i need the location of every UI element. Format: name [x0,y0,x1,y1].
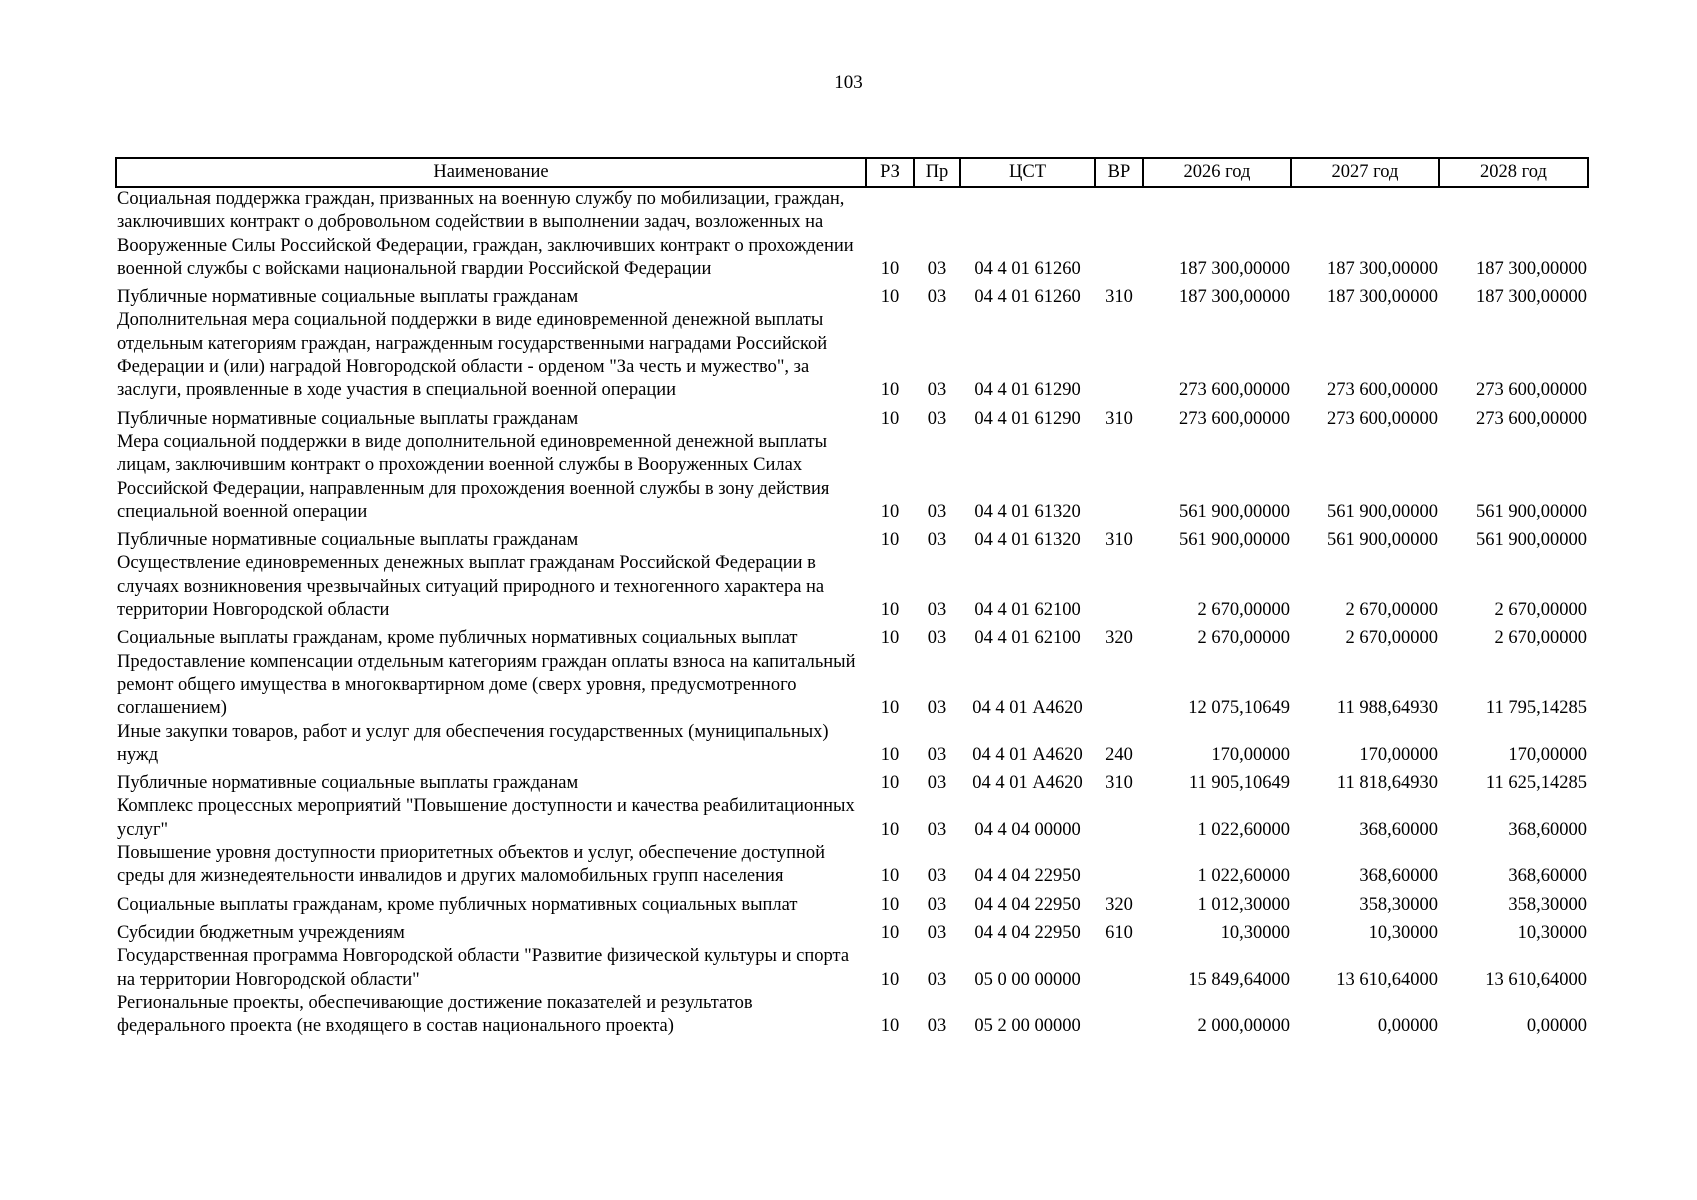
cell-name: Иные закупки товаров, работ и услуг для обеспечения государственных (муниципальных) нужд [117,721,829,765]
cell-name: Социальные выплаты гражданам, кроме публичных нормативных социальных выплат [117,894,798,915]
table-row [116,281,1588,309]
header-name: Наименование [116,158,866,187]
cell-rz: 10 [880,380,900,401]
cell-name: Публичные нормативные социальные выплаты гражданам [117,530,579,551]
cell-2026: 561 900,00000 [1179,530,1290,551]
table-row [116,842,1588,889]
cell-2026: 2 670,00000 [1197,600,1290,621]
cell-pr: 03 [927,501,947,522]
cell-rz: 10 [880,600,900,621]
cell-2028: 11 795,14285 [1485,698,1587,719]
header-pr: Пр [914,158,960,187]
cell-2028: 273 600,00000 [1476,408,1587,429]
cell-rz: 10 [880,287,900,308]
cell-vr [1095,945,1143,992]
cell-name: Мера социальной поддержки в виде дополнительной единовременной денежной выплаты лицам, заключившим контракт о прохождении военной службы в Вооруженных Силах Российской Федерации, направленным для прохождения военной службы в зону действия специальной военной операции [117,431,830,522]
cell-2027: 2 670,00000 [1345,600,1438,621]
cell-cst: 04 4 01 А4620 [972,773,1083,794]
cell-2028: 0,00000 [1526,1016,1587,1037]
cell-2026: 15 849,64000 [1188,969,1290,990]
header-cst: ЦСТ [960,158,1095,187]
cell-cst: 04 4 01 61320 [974,501,1081,522]
cell-pr: 03 [927,894,947,915]
cell-2027: 13 610,64000 [1336,969,1438,990]
cell-2028: 273 600,00000 [1476,380,1587,401]
cell-vr [1095,309,1143,402]
cell-vr [1095,552,1143,622]
cell-2027: 368,60000 [1359,866,1438,887]
cell-2026: 12 075,10649 [1188,698,1290,719]
cell-vr: 310 [1105,530,1133,551]
cell-rz: 10 [880,969,900,990]
header-rz: РЗ [866,158,914,187]
cell-2026: 187 300,00000 [1179,258,1290,279]
cell-pr: 03 [927,380,947,401]
cell-2026: 187 300,00000 [1179,287,1290,308]
cell-vr: 310 [1105,287,1133,308]
cell-2028: 561 900,00000 [1476,530,1587,551]
cell-rz: 10 [880,628,900,649]
cell-cst: 04 4 01 62100 [974,628,1081,649]
cell-2027: 187 300,00000 [1327,287,1438,308]
table-row [116,403,1588,431]
cell-cst: 05 2 00 00000 [974,1016,1081,1037]
cell-rz: 10 [880,922,900,943]
cell-2027: 273 600,00000 [1327,408,1438,429]
cell-2027: 0,00000 [1377,1016,1438,1037]
cell-2027: 273 600,00000 [1327,380,1438,401]
cell-2028: 187 300,00000 [1476,287,1587,308]
cell-2027: 358,30000 [1359,894,1438,915]
cell-pr: 03 [927,773,947,794]
cell-rz: 10 [880,894,900,915]
cell-2026: 10,30000 [1220,922,1290,943]
cell-cst: 04 4 04 22950 [974,922,1081,943]
cell-cst: 04 4 01 А4620 [972,698,1083,719]
cell-2028: 187 300,00000 [1476,258,1587,279]
cell-pr: 03 [927,408,947,429]
cell-pr: 03 [927,530,947,551]
cell-pr: 03 [927,922,947,943]
cell-vr: 310 [1105,773,1133,794]
cell-cst: 04 4 04 22950 [974,866,1081,887]
cell-2026: 2 670,00000 [1197,628,1290,649]
cell-2028: 358,30000 [1508,894,1587,915]
cell-name: Публичные нормативные социальные выплаты гражданам [117,408,579,429]
cell-2028: 2 670,00000 [1494,628,1587,649]
cell-vr: 610 [1105,922,1133,943]
cell-pr: 03 [927,600,947,621]
cell-2028: 561 900,00000 [1476,501,1587,522]
cell-cst: 04 4 01 А4620 [972,744,1083,765]
cell-vr: 240 [1105,744,1133,765]
cell-rz: 10 [880,698,900,719]
cell-cst: 04 4 01 61260 [974,287,1081,308]
cell-cst: 05 0 00 00000 [974,969,1081,990]
cell-pr: 03 [927,258,947,279]
budget-table [115,157,1589,1038]
cell-2027: 11 988,64930 [1336,698,1438,719]
cell-2028: 10,30000 [1517,922,1587,943]
table-row [116,945,1588,992]
cell-vr: 310 [1105,408,1133,429]
cell-name: Субсидии бюджетным учреждениям [117,922,405,943]
table-row [116,309,1588,402]
cell-name: Публичные нормативные социальные выплаты гражданам [117,287,579,308]
cell-2028: 368,60000 [1508,866,1587,887]
table-row [116,431,1588,524]
table-row [116,917,1588,945]
header-vr: ВР [1095,158,1143,187]
cell-name: Публичные нормативные социальные выплаты гражданам [117,773,579,794]
cell-pr: 03 [927,628,947,649]
cell-pr: 03 [927,819,947,840]
cell-rz: 10 [880,530,900,551]
cell-2026: 1 022,60000 [1197,819,1290,840]
cell-vr [1095,992,1143,1039]
cell-cst: 04 4 01 61320 [974,530,1081,551]
cell-2026: 11 905,10649 [1188,773,1290,794]
cell-cst: 04 4 04 00000 [974,819,1081,840]
table-body [116,187,1588,1038]
cell-pr: 03 [927,698,947,719]
cell-vr [1095,431,1143,524]
cell-2027: 2 670,00000 [1345,628,1438,649]
cell-2026: 2 000,00000 [1197,1016,1290,1037]
cell-cst: 04 4 01 61260 [974,258,1081,279]
cell-2026: 170,00000 [1211,744,1290,765]
cell-pr: 03 [927,969,947,990]
header-2027: 2027 год [1291,158,1439,187]
cell-2027: 10,30000 [1368,922,1438,943]
cell-rz: 10 [880,819,900,840]
table-row [116,651,1588,721]
cell-cst: 04 4 04 22950 [974,894,1081,915]
cell-2026: 1 022,60000 [1197,866,1290,887]
cell-rz: 10 [880,744,900,765]
header-2028: 2028 год [1439,158,1588,187]
cell-name: Дополнительная мера социальной поддержки в виде единовременной денежной выплаты отдельным категориям граждан, награжденным государственными наградами Российской Федерации и (или) наградой Новгородской области - орденом "За честь и мужество", за заслуги, проявленные в ходе участия в специальной военной операции [117,310,828,401]
cell-vr: 320 [1105,894,1133,915]
cell-name: Региональные проекты, обеспечивающие достижение показателей и результатов федерального проекта (не входящего в состав национального проекта) [117,992,753,1037]
table-header [116,158,1588,187]
cell-pr: 03 [927,866,947,887]
cell-vr [1095,795,1143,842]
cell-cst: 04 4 01 62100 [974,600,1081,621]
cell-2027: 561 900,00000 [1327,530,1438,551]
cell-vr [1095,842,1143,889]
cell-2027: 11 818,64930 [1336,773,1438,794]
cell-rz: 10 [880,258,900,279]
table-row [116,622,1588,650]
cell-pr: 03 [927,287,947,308]
cell-2027: 368,60000 [1359,819,1438,840]
cell-pr: 03 [927,1016,947,1037]
header-row [116,158,1588,187]
table-row [116,889,1588,917]
table-row [116,767,1588,795]
cell-name: Социальная поддержка граждан, призванных на военную службу по мобилизации, граждан, заключивших контракт о добровольном содействии в выполнении задач, возложенных на Вооруженные Силы Российской Федерации, граждан, заключивших контракт о прохождении военной службы с войсками национальной гвардии Российской Федерации [117,189,854,279]
cell-vr [1095,187,1143,281]
cell-pr: 03 [927,744,947,765]
cell-2028: 13 610,64000 [1485,969,1587,990]
cell-name: Социальные выплаты гражданам, кроме публичных нормативных социальных выплат [117,628,798,649]
cell-2026: 273 600,00000 [1179,380,1290,401]
cell-name: Комплекс процессных мероприятий "Повышение доступности и качества реабилитационных услуг" [117,796,855,840]
page-number: 103 [834,72,863,93]
cell-2028: 170,00000 [1508,744,1587,765]
cell-2027: 561 900,00000 [1327,501,1438,522]
cell-2026: 1 012,30000 [1197,894,1290,915]
cell-2028: 2 670,00000 [1494,600,1587,621]
cell-2027: 187 300,00000 [1327,258,1438,279]
cell-rz: 10 [880,773,900,794]
table-row [116,187,1588,281]
cell-rz: 10 [880,408,900,429]
cell-name: Предоставление компенсации отдельным категориям граждан оплаты взноса на капитальный ремонт общего имущества в многоквартирном доме (сверх уровня, предусмотренного соглашением) [117,651,856,719]
cell-2027: 170,00000 [1359,744,1438,765]
cell-2026: 561 900,00000 [1179,501,1290,522]
cell-2028: 368,60000 [1508,819,1587,840]
cell-vr [1095,651,1143,721]
cell-rz: 10 [880,1016,900,1037]
cell-name: Осуществление единовременных денежных выплат гражданам Российской Федерации в случаях возникновения чрезвычайных ситуаций природного и техногенного характера на территории Новгородской области [117,553,825,621]
cell-rz: 10 [880,866,900,887]
table-row [116,524,1588,552]
cell-name: Повышение уровня доступности приоритетных объектов и услуг, обеспечение доступной среды для жизнедеятельности инвалидов и других маломобильных групп населения [117,843,826,887]
cell-cst: 04 4 01 61290 [974,408,1081,429]
header-2026: 2026 год [1143,158,1291,187]
table-row [116,795,1588,842]
cell-vr: 320 [1105,628,1133,649]
table-row [116,992,1588,1039]
cell-2026: 273 600,00000 [1179,408,1290,429]
table-row [116,721,1588,768]
cell-rz: 10 [880,501,900,522]
cell-name: Государственная программа Новгородской области "Развитие физической культуры и спорта на территории Новгородской области" [117,946,850,990]
table-row [116,552,1588,622]
cell-2028: 11 625,14285 [1485,773,1587,794]
cell-cst: 04 4 01 61290 [974,380,1081,401]
